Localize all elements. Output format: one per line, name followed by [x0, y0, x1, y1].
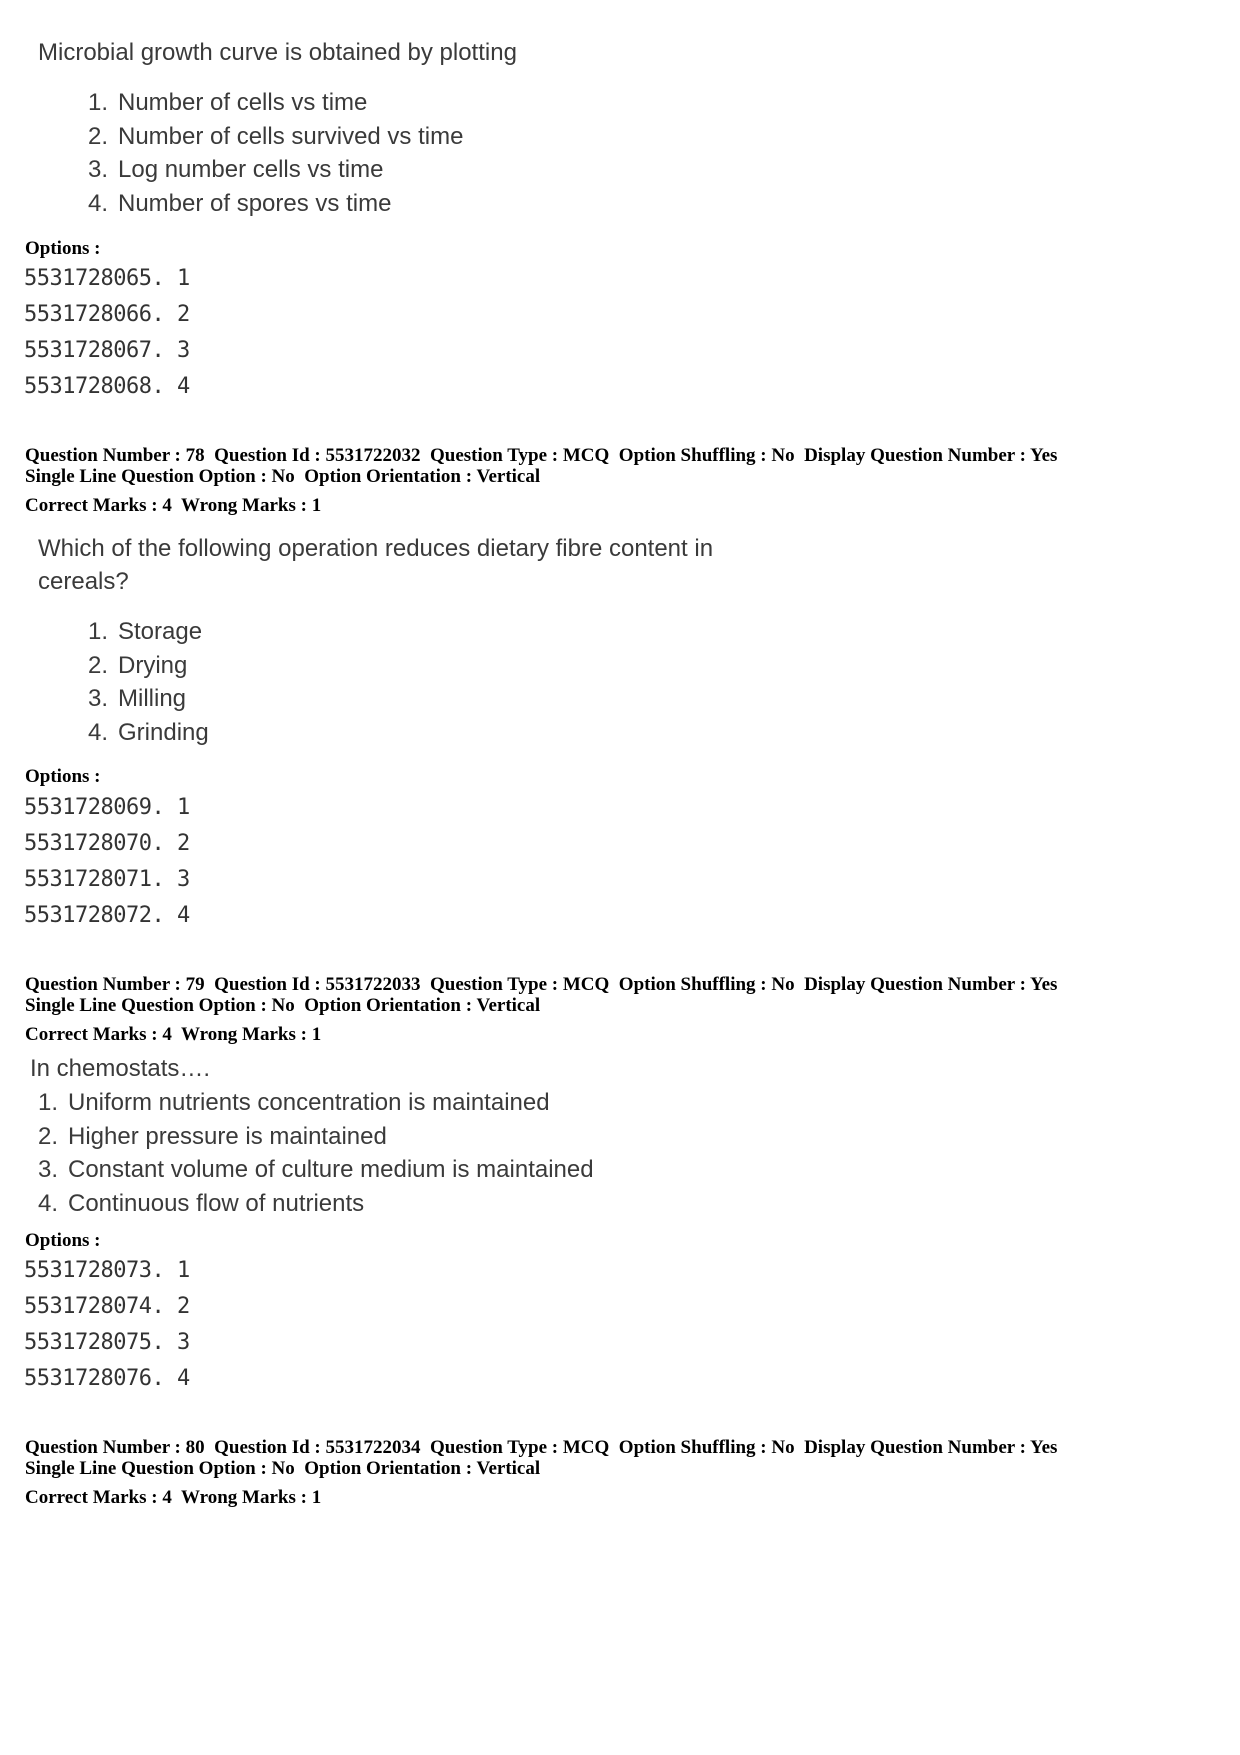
q77-question-image [38, 36, 517, 220]
q78-question-image [38, 532, 713, 749]
option-id: 5531728076. 4 [24, 1366, 190, 1391]
q79-marks: Correct Marks : 4 Wrong Marks : 1 [25, 1024, 322, 1045]
q78-meta-line1: Question Number : 78 Question Id : 5531722032 Question Type : MCQ Option Shuffling : No Display Question Number : Yes [25, 445, 1058, 466]
choice-item: 2. Higher pressure is maintained [37, 1122, 387, 1150]
q78-stem-line1: Which of the following operation reduces dietary fibre content in [38, 535, 714, 562]
q78-choice-list [70, 615, 713, 749]
choice-item: 1. Storage [87, 618, 203, 645]
choice-item: 1. Number of cells vs time [87, 89, 368, 116]
option-id: 5531728066. 2 [24, 302, 190, 327]
q78-stem-line2: cereals? [38, 568, 129, 595]
option-id: 5531728074. 2 [24, 1294, 190, 1319]
q79-stem: In chemostats…. [30, 1055, 211, 1082]
option-id: 5531728073. 1 [24, 1258, 190, 1283]
choice-item: 2. Drying [87, 651, 188, 679]
q79-meta-line2: Single Line Question Option : No Option Orientation : Vertical [25, 995, 541, 1016]
q80-meta-line1: Question Number : 80 Question Id : 5531722034 Question Type : MCQ Option Shuffling : No Display Question Number : Yes [25, 1437, 1058, 1458]
choice-item: 2. Number of cells survived vs time [87, 122, 464, 150]
choice-item: 3. Log number cells vs time [87, 156, 384, 183]
q78-marks: Correct Marks : 4 Wrong Marks : 1 [25, 495, 322, 516]
option-id: 5531728075. 3 [24, 1330, 190, 1355]
q80-marks: Correct Marks : 4 Wrong Marks : 1 [25, 1487, 322, 1508]
q78-meta-line2: Single Line Question Option : No Option Orientation : Vertical [25, 466, 541, 487]
q79-meta-line1: Question Number : 79 Question Id : 5531722033 Question Type : MCQ Option Shuffling : No Display Question Number : Yes [25, 974, 1058, 995]
choice-item: 3. Constant volume of culture medium is maintained [37, 1156, 594, 1183]
choice-item: 4. Grinding [87, 718, 209, 746]
q79-choice-list [20, 1086, 594, 1220]
choice-item: 3. Milling [87, 685, 187, 712]
option-id: 5531728065. 1 [24, 266, 190, 291]
option-id: 5531728071. 3 [24, 867, 190, 892]
q79-question-image [30, 1052, 594, 1220]
choice-item: 4. Number of spores vs time [87, 189, 392, 217]
option-id: 5531728070. 2 [24, 831, 190, 856]
option-id: 5531728072. 4 [24, 903, 190, 928]
q77-stem: Microbial growth curve is obtained by plotting [38, 39, 517, 66]
option-id: 5531728067. 3 [24, 338, 190, 363]
q77-choice-list [70, 86, 517, 220]
q78-options-label: Options : [25, 766, 101, 787]
choice-item: 1. Uniform nutrients concentration is maintained [37, 1089, 550, 1116]
q79-options-label: Options : [25, 1230, 101, 1251]
choice-item: 4. Continuous flow of nutrients [37, 1189, 365, 1217]
option-id: 5531728069. 1 [24, 795, 190, 820]
q80-meta-line2: Single Line Question Option : No Option Orientation : Vertical [25, 1458, 541, 1479]
q77-options-label: Options : [25, 238, 101, 259]
option-id: 5531728068. 4 [24, 374, 190, 399]
